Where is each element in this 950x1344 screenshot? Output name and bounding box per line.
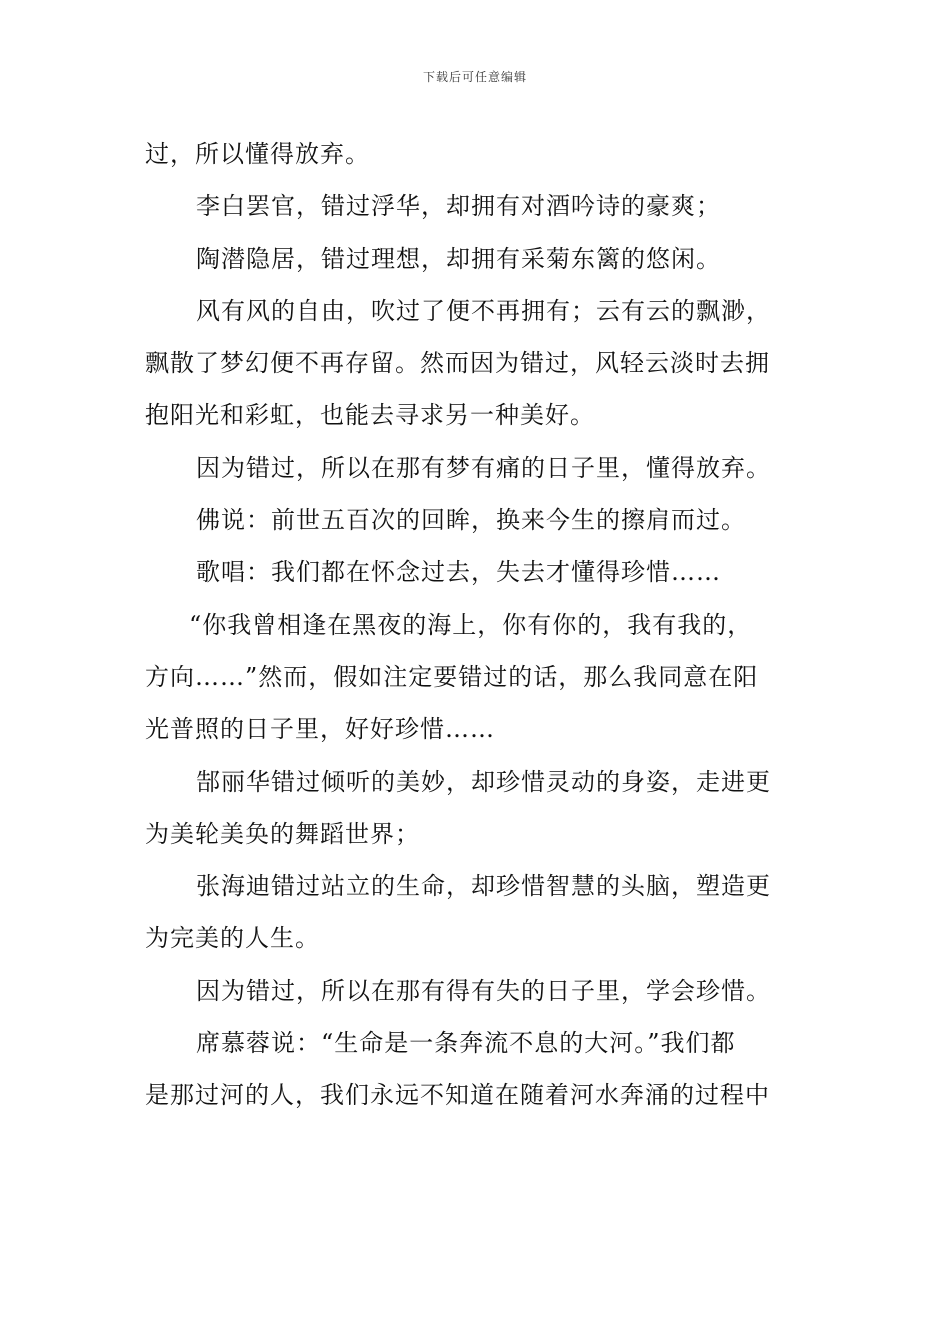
text-line: 为完美的人生。 [145,924,320,953]
text-line: 光普照的日子里，好好珍惜…… [145,715,495,744]
text-line: 飘散了梦幻便不再存留。然而因为错过，风轻云淡时去拥 [145,349,770,378]
text-line: 因为错过，所以在那有梦有痛的日子里，懂得放弃。 [196,453,771,482]
text-line: 为美轮美奂的舞蹈世界； [145,819,420,848]
text-line: 佛说：前世五百次的回眸，换来今生的擦肩而过。 [196,506,746,535]
document-body [145,128,810,1122]
page-header: 下载后可任意编辑 [422,70,527,84]
text-line: 风有风的自由，吹过了便不再拥有；云有云的飘渺， [196,296,771,325]
text-line: 过，所以懂得放弃。 [145,140,370,168]
text-line: 李白罢官，错过浮华，却拥有对酒吟诗的豪爽； [196,192,721,221]
text-line: 歌唱：我们都在怀念过去，失去才懂得珍惜…… [196,558,721,587]
text-line: 抱阳光和彩虹，也能去寻求另一种美好。 [145,401,595,430]
text-line: 郜丽华错过倾听的美妙，却珍惜灵动的身姿，走进更 [196,767,771,796]
text-line: 席慕蓉说：“生命是一条奔流不息的大河。”我们都 [196,1029,736,1058]
text-line: 张海迪错过站立的生命，却珍惜智慧的头脑，塑造更 [196,872,771,901]
text-line: 是那过河的人，我们永远不知道在随着河水奔涌的过程中 [145,1081,770,1110]
text-line: 陶潜隐居，错过理想，却拥有采菊东篱的悠闲。 [196,244,721,273]
text-line: 方向……”然而，假如注定要错过的话，那么我同意在阳 [145,662,759,691]
text-line: 因为错过，所以在那有得有失的日子里，学会珍惜。 [196,976,771,1005]
text-line: “你我曾相逢在黑夜的海上，你有你的，我有我的， [189,610,753,639]
